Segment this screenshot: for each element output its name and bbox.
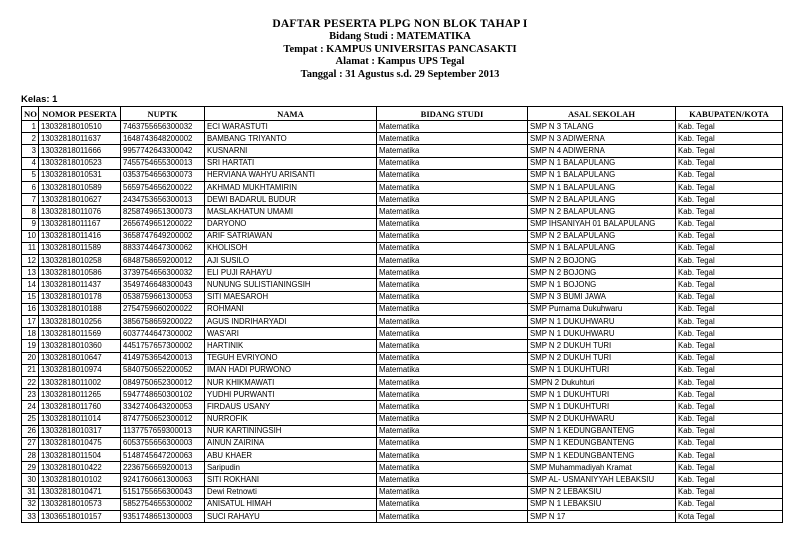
column-header-asal-sekolah: ASAL SEKOLAH: [528, 107, 676, 121]
cell-bidang-studi: Matematika: [377, 206, 528, 218]
cell-bidang-studi: Matematika: [377, 157, 528, 169]
cell-no: 5: [22, 169, 39, 181]
cell-no: 15: [22, 291, 39, 303]
cell-asal-sekolah: SMP N 1 BALAPULANG: [528, 181, 676, 193]
cell-bidang-studi: Matematika: [377, 437, 528, 449]
table-row: [22, 413, 783, 425]
table-row: [22, 181, 783, 193]
cell-asal-sekolah: SMP N 17: [528, 511, 676, 523]
cell-kabupaten-kota: Kab. Tegal: [676, 498, 783, 510]
column-header-bidang-studi: BIDANG STUDI: [377, 107, 528, 121]
cell-asal-sekolah: SMP N 1 KEDUNGBANTENG: [528, 425, 676, 437]
table-row: [22, 194, 783, 206]
cell-no: 6: [22, 181, 39, 193]
table-row: [22, 169, 783, 181]
cell-no: 8: [22, 206, 39, 218]
cell-no: 24: [22, 401, 39, 413]
cell-no: 23: [22, 389, 39, 401]
table-row: [22, 303, 783, 315]
cell-nuptk: 3739754656300032: [121, 267, 205, 279]
cell-nuptk: 5659754656200022: [121, 181, 205, 193]
cell-nomor-peserta: 13032818010317: [39, 425, 121, 437]
cell-asal-sekolah: SMP N 1 DUKUHTURI: [528, 401, 676, 413]
column-header-nuptk: NUPTK: [121, 107, 205, 121]
cell-asal-sekolah: SMP IHSANIYAH 01 BALAPULANG: [528, 218, 676, 230]
cell-no: 7: [22, 194, 39, 206]
cell-nomor-peserta: 13032818010102: [39, 474, 121, 486]
cell-no: 9: [22, 218, 39, 230]
cell-no: 18: [22, 328, 39, 340]
cell-kabupaten-kota: Kab. Tegal: [676, 450, 783, 462]
cell-bidang-studi: Matematika: [377, 181, 528, 193]
participant-table: [21, 106, 783, 523]
cell-bidang-studi: Matematika: [377, 133, 528, 145]
cell-no: 19: [22, 340, 39, 352]
cell-no: 31: [22, 486, 39, 498]
table-row: [22, 376, 783, 388]
cell-no: 29: [22, 462, 39, 474]
cell-asal-sekolah: SMP N 2 BALAPULANG: [528, 206, 676, 218]
cell-no: 28: [22, 450, 39, 462]
cell-bidang-studi: Matematika: [377, 364, 528, 376]
cell-nuptk: 2754759660200022: [121, 303, 205, 315]
cell-nuptk: 2656749651200022: [121, 218, 205, 230]
cell-nuptk: 8747750652300012: [121, 413, 205, 425]
column-header-nama: NAMA: [205, 107, 377, 121]
cell-nomor-peserta: 13032818011014: [39, 413, 121, 425]
table-row: [22, 133, 783, 145]
table-row: [22, 340, 783, 352]
cell-bidang-studi: Matematika: [377, 413, 528, 425]
cell-nomor-peserta: 13032818011569: [39, 328, 121, 340]
cell-asal-sekolah: SMP N 3 TALANG: [528, 121, 676, 133]
cell-bidang-studi: Matematika: [377, 450, 528, 462]
cell-nuptk: 5148745647200063: [121, 450, 205, 462]
cell-bidang-studi: Matematika: [377, 498, 528, 510]
cell-nama: IMAN HADI PURWONO: [205, 364, 377, 376]
cell-nuptk: 8258749651300073: [121, 206, 205, 218]
document-header: [0, 18, 800, 81]
cell-bidang-studi: Matematika: [377, 169, 528, 181]
cell-asal-sekolah: SMP N 3 BUMI JAWA: [528, 291, 676, 303]
cell-nuptk: 5852754655300002: [121, 498, 205, 510]
cell-kabupaten-kota: Kab. Tegal: [676, 389, 783, 401]
cell-asal-sekolah: SMP N 1 DUKUHTURI: [528, 364, 676, 376]
cell-nama: ANISATUL HIMAH: [205, 498, 377, 510]
cell-bidang-studi: Matematika: [377, 316, 528, 328]
cell-no: 26: [22, 425, 39, 437]
cell-nomor-peserta: 13032818010573: [39, 498, 121, 510]
cell-bidang-studi: Matematika: [377, 145, 528, 157]
cell-nuptk: 3549746648300043: [121, 279, 205, 291]
cell-nuptk: 9241760661300063: [121, 474, 205, 486]
cell-nuptk: 1648743648200002: [121, 133, 205, 145]
cell-bidang-studi: Matematika: [377, 425, 528, 437]
cell-nuptk: 5840750652200052: [121, 364, 205, 376]
cell-bidang-studi: Matematika: [377, 267, 528, 279]
cell-bidang-studi: Matematika: [377, 389, 528, 401]
cell-no: 2: [22, 133, 39, 145]
cell-nama: KHOLISOH: [205, 242, 377, 254]
table-row: [22, 401, 783, 413]
table-row: [22, 486, 783, 498]
cell-bidang-studi: Matematika: [377, 511, 528, 523]
cell-kabupaten-kota: Kab. Tegal: [676, 218, 783, 230]
kelas-label: Kelas: 1: [21, 94, 58, 105]
cell-no: 22: [22, 376, 39, 388]
cell-nama: KUSNARNI: [205, 145, 377, 157]
cell-nama: HARTINIK: [205, 340, 377, 352]
cell-nomor-peserta: 13032818010586: [39, 267, 121, 279]
cell-nuptk: 7463755656300032: [121, 121, 205, 133]
cell-kabupaten-kota: Kab. Tegal: [676, 291, 783, 303]
cell-nomor-peserta: 13032818010422: [39, 462, 121, 474]
cell-nomor-peserta: 13032818010531: [39, 169, 121, 181]
cell-no: 10: [22, 230, 39, 242]
cell-asal-sekolah: SMP AL- USMANIYYAH LEBAKSIU: [528, 474, 676, 486]
cell-nuptk: 4451757657300002: [121, 340, 205, 352]
cell-nuptk: 9351748651300003: [121, 511, 205, 523]
cell-nomor-peserta: 13032818010589: [39, 181, 121, 193]
cell-kabupaten-kota: Kab. Tegal: [676, 230, 783, 242]
cell-nama: FIRDAUS USANY: [205, 401, 377, 413]
cell-nuptk: 6053755656300003: [121, 437, 205, 449]
cell-nomor-peserta: 13032818010188: [39, 303, 121, 315]
cell-kabupaten-kota: Kab. Tegal: [676, 413, 783, 425]
cell-kabupaten-kota: Kota Tegal: [676, 511, 783, 523]
cell-kabupaten-kota: Kab. Tegal: [676, 267, 783, 279]
cell-asal-sekolah: SMP N 1 DUKUHWARU: [528, 328, 676, 340]
cell-nama: AINUN ZAIRINA: [205, 437, 377, 449]
cell-asal-sekolah: SMP N 2 BALAPULANG: [528, 230, 676, 242]
cell-kabupaten-kota: Kab. Tegal: [676, 316, 783, 328]
cell-nomor-peserta: 13036518010157: [39, 511, 121, 523]
table-row: [22, 218, 783, 230]
cell-kabupaten-kota: Kab. Tegal: [676, 340, 783, 352]
table-row: [22, 230, 783, 242]
cell-bidang-studi: Matematika: [377, 230, 528, 242]
cell-nuptk: 0353754656300073: [121, 169, 205, 181]
cell-nama: TEGUH EVRIYONO: [205, 352, 377, 364]
column-header-nomor-peserta: NOMOR PESERTA: [39, 107, 121, 121]
cell-nomor-peserta: 13032818011589: [39, 242, 121, 254]
cell-no: 12: [22, 255, 39, 267]
cell-kabupaten-kota: Kab. Tegal: [676, 303, 783, 315]
cell-asal-sekolah: SMP N 1 LEBAKSIU: [528, 498, 676, 510]
cell-nama: AJI SUSILO: [205, 255, 377, 267]
cell-nama: AGUS INDRIHARYADI: [205, 316, 377, 328]
cell-kabupaten-kota: Kab. Tegal: [676, 425, 783, 437]
table-row: [22, 462, 783, 474]
cell-asal-sekolah: SMPN 2 Dukuhturi: [528, 376, 676, 388]
cell-nama: ECI WARASTUTI: [205, 121, 377, 133]
table-row: [22, 364, 783, 376]
cell-nomor-peserta: 13032818011760: [39, 401, 121, 413]
cell-asal-sekolah: SMP N 1 DUKUHWARU: [528, 316, 676, 328]
cell-no: 30: [22, 474, 39, 486]
table-row: [22, 511, 783, 523]
cell-kabupaten-kota: Kab. Tegal: [676, 401, 783, 413]
cell-no: 3: [22, 145, 39, 157]
cell-nomor-peserta: 13032818010523: [39, 157, 121, 169]
column-header-no: NO: [22, 107, 39, 121]
cell-nuptk: 6037744647300002: [121, 328, 205, 340]
cell-asal-sekolah: SMP N 3 ADIWERNA: [528, 133, 676, 145]
cell-nomor-peserta: 13032818010178: [39, 291, 121, 303]
cell-nomor-peserta: 13032818010360: [39, 340, 121, 352]
cell-no: 16: [22, 303, 39, 315]
cell-bidang-studi: Matematika: [377, 376, 528, 388]
cell-nama: DARYONO: [205, 218, 377, 230]
cell-nomor-peserta: 13032818010475: [39, 437, 121, 449]
table-body: [22, 121, 783, 523]
cell-asal-sekolah: SMP N 1 BALAPULANG: [528, 169, 676, 181]
table-row: [22, 121, 783, 133]
cell-bidang-studi: Matematika: [377, 401, 528, 413]
cell-kabupaten-kota: Kab. Tegal: [676, 157, 783, 169]
cell-kabupaten-kota: Kab. Tegal: [676, 145, 783, 157]
cell-kabupaten-kota: Kab. Tegal: [676, 242, 783, 254]
cell-kabupaten-kota: Kab. Tegal: [676, 474, 783, 486]
cell-nuptk: 5151755656300043: [121, 486, 205, 498]
cell-nama: NURROFIK: [205, 413, 377, 425]
cell-nuptk: 9957742643300042: [121, 145, 205, 157]
table-row: [22, 437, 783, 449]
cell-nomor-peserta: 13032818010471: [39, 486, 121, 498]
cell-no: 20: [22, 352, 39, 364]
cell-asal-sekolah: SMP N 1 BALAPULANG: [528, 242, 676, 254]
cell-kabupaten-kota: Kab. Tegal: [676, 169, 783, 181]
cell-asal-sekolah: SMP N 1 KEDUNGBANTENG: [528, 437, 676, 449]
cell-nama: AKHMAD MUKHTAMIRIN: [205, 181, 377, 193]
cell-kabupaten-kota: Kab. Tegal: [676, 328, 783, 340]
cell-asal-sekolah: SMP N 2 DUKUHWARU: [528, 413, 676, 425]
cell-no: 14: [22, 279, 39, 291]
table-row: [22, 316, 783, 328]
cell-bidang-studi: Matematika: [377, 242, 528, 254]
cell-no: 27: [22, 437, 39, 449]
cell-no: 21: [22, 364, 39, 376]
cell-nuptk: 6848758659200012: [121, 255, 205, 267]
table-row: [22, 279, 783, 291]
table-row: [22, 425, 783, 437]
cell-bidang-studi: Matematika: [377, 352, 528, 364]
table-row: [22, 206, 783, 218]
cell-asal-sekolah: SMP Muhammadiyah Kramat: [528, 462, 676, 474]
cell-nuptk: 4149753654200013: [121, 352, 205, 364]
cell-kabupaten-kota: Kab. Tegal: [676, 279, 783, 291]
cell-nama: SRI HARTATI: [205, 157, 377, 169]
document-title: DAFTAR PESERTA PLPG NON BLOK TAHAP I: [272, 18, 528, 30]
cell-no: 4: [22, 157, 39, 169]
cell-kabupaten-kota: Kab. Tegal: [676, 462, 783, 474]
cell-kabupaten-kota: Kab. Tegal: [676, 194, 783, 206]
cell-nama: HERVIANA WAHYU ARISANTI: [205, 169, 377, 181]
table-row: [22, 255, 783, 267]
table-row: [22, 267, 783, 279]
cell-asal-sekolah: SMP N 2 DUKUH TURI: [528, 352, 676, 364]
cell-nomor-peserta: 13032818011637: [39, 133, 121, 145]
cell-bidang-studi: Matematika: [377, 121, 528, 133]
cell-nuptk: 1137757659300013: [121, 425, 205, 437]
cell-nama: ABU KHAER: [205, 450, 377, 462]
cell-asal-sekolah: SMP N 2 DUKUH TURI: [528, 340, 676, 352]
cell-nama: NUR KHIKMAWATI: [205, 376, 377, 388]
table-row: [22, 352, 783, 364]
cell-nomor-peserta: 13032818010647: [39, 352, 121, 364]
cell-nuptk: 7455754655300013: [121, 157, 205, 169]
cell-nomor-peserta: 13032818011666: [39, 145, 121, 157]
table-header-row: [22, 107, 783, 121]
cell-no: 17: [22, 316, 39, 328]
cell-asal-sekolah: SMP N 1 DUKUHTURI: [528, 389, 676, 401]
cell-nama: Saripudin: [205, 462, 377, 474]
cell-nama: BAMBANG TRIYANTO: [205, 133, 377, 145]
cell-nomor-peserta: 13032818010258: [39, 255, 121, 267]
cell-kabupaten-kota: Kab. Tegal: [676, 376, 783, 388]
cell-kabupaten-kota: Kab. Tegal: [676, 437, 783, 449]
cell-nuptk: 3856758659200022: [121, 316, 205, 328]
table-row: [22, 242, 783, 254]
cell-bidang-studi: Matematika: [377, 303, 528, 315]
cell-nomor-peserta: 13032818011416: [39, 230, 121, 242]
cell-asal-sekolah: SMP N 4 ADIWERNA: [528, 145, 676, 157]
cell-bidang-studi: Matematika: [377, 474, 528, 486]
table-row: [22, 145, 783, 157]
cell-asal-sekolah: SMP N 1 BALAPULANG: [528, 157, 676, 169]
cell-nuptk: 0538759661300053: [121, 291, 205, 303]
column-header-kabupaten-kota: KABUPATEN/KOTA: [676, 107, 783, 121]
cell-bidang-studi: Matematika: [377, 291, 528, 303]
cell-nomor-peserta: 13032818011167: [39, 218, 121, 230]
cell-nuptk: 8833744647300062: [121, 242, 205, 254]
cell-kabupaten-kota: Kab. Tegal: [676, 486, 783, 498]
cell-nuptk: 2434753656300013: [121, 194, 205, 206]
cell-bidang-studi: Matematika: [377, 218, 528, 230]
cell-nama: SUCI RAHAYU: [205, 511, 377, 523]
cell-nama: SITI MAESAROH: [205, 291, 377, 303]
alamat-line: Alamat : Kampus UPS Tegal: [335, 56, 465, 68]
cell-kabupaten-kota: Kab. Tegal: [676, 255, 783, 267]
cell-no: 32: [22, 498, 39, 510]
cell-nuptk: 3342740643200053: [121, 401, 205, 413]
cell-kabupaten-kota: Kab. Tegal: [676, 352, 783, 364]
cell-kabupaten-kota: Kab. Tegal: [676, 121, 783, 133]
cell-nama: ELI PUJI RAHAYU: [205, 267, 377, 279]
table-row: [22, 389, 783, 401]
bidang-studi-line: Bidang Studi : MATEMATIKA: [329, 31, 471, 42]
cell-nama: YUDHI PURWANTI: [205, 389, 377, 401]
cell-nomor-peserta: 13032818011265: [39, 389, 121, 401]
cell-nama: WAS'ARI: [205, 328, 377, 340]
cell-kabupaten-kota: Kab. Tegal: [676, 133, 783, 145]
cell-asal-sekolah: SMP Purnama Dukuhwaru: [528, 303, 676, 315]
cell-no: 25: [22, 413, 39, 425]
table-row: [22, 157, 783, 169]
cell-no: 33: [22, 511, 39, 523]
cell-nama: ROHMANI: [205, 303, 377, 315]
cell-asal-sekolah: SMP N 2 LEBAKSIU: [528, 486, 676, 498]
cell-asal-sekolah: SMP N 1 BOJONG: [528, 279, 676, 291]
cell-asal-sekolah: SMP N 2 BALAPULANG: [528, 194, 676, 206]
table-row: [22, 474, 783, 486]
table-row: [22, 291, 783, 303]
cell-nomor-peserta: 13032818010627: [39, 194, 121, 206]
cell-nomor-peserta: 13032818010256: [39, 316, 121, 328]
cell-nama: NUR KARTININGSIH: [205, 425, 377, 437]
cell-bidang-studi: Matematika: [377, 340, 528, 352]
cell-asal-sekolah: SMP N 1 KEDUNGBANTENG: [528, 450, 676, 462]
cell-bidang-studi: Matematika: [377, 486, 528, 498]
cell-nama: SITI ROKHANI: [205, 474, 377, 486]
cell-asal-sekolah: SMP N 2 BOJONG: [528, 255, 676, 267]
cell-nomor-peserta: 13032818010510: [39, 121, 121, 133]
table-row: [22, 498, 783, 510]
tanggal-line: Tanggal : 31 Agustus s.d. 29 September 2013: [300, 68, 500, 80]
cell-nama: MASLAKHATUN UMAMI: [205, 206, 377, 218]
cell-asal-sekolah: SMP N 2 BOJONG: [528, 267, 676, 279]
table-row: [22, 328, 783, 340]
cell-bidang-studi: Matematika: [377, 462, 528, 474]
cell-nuptk: 0849750652300012: [121, 376, 205, 388]
cell-bidang-studi: Matematika: [377, 328, 528, 340]
cell-bidang-studi: Matematika: [377, 279, 528, 291]
cell-bidang-studi: Matematika: [377, 194, 528, 206]
cell-nama: DEWI BADARUL BUDUR: [205, 194, 377, 206]
cell-kabupaten-kota: Kab. Tegal: [676, 364, 783, 376]
cell-no: 13: [22, 267, 39, 279]
cell-no: 1: [22, 121, 39, 133]
cell-nuptk: 5947748650300102: [121, 389, 205, 401]
cell-nomor-peserta: 13032818011076: [39, 206, 121, 218]
table-row: [22, 450, 783, 462]
cell-nomor-peserta: 13032818011504: [39, 450, 121, 462]
cell-nama: Dewi Retnowti: [205, 486, 377, 498]
cell-nomor-peserta: 13032818010974: [39, 364, 121, 376]
cell-nama: ARIF SATRIAWAN: [205, 230, 377, 242]
cell-kabupaten-kota: Kab. Tegal: [676, 206, 783, 218]
cell-nuptk: 2236756659200013: [121, 462, 205, 474]
tempat-line: Tempat : KAMPUS UNIVERSITAS PANCASAKTI: [283, 43, 517, 55]
cell-nuptk: 3658747649200002: [121, 230, 205, 242]
cell-no: 11: [22, 242, 39, 254]
cell-bidang-studi: Matematika: [377, 255, 528, 267]
cell-nomor-peserta: 13032818011002: [39, 376, 121, 388]
cell-kabupaten-kota: Kab. Tegal: [676, 181, 783, 193]
cell-nama: NUNUNG SULISTIANINGSIH: [205, 279, 377, 291]
cell-nomor-peserta: 13032818011437: [39, 279, 121, 291]
